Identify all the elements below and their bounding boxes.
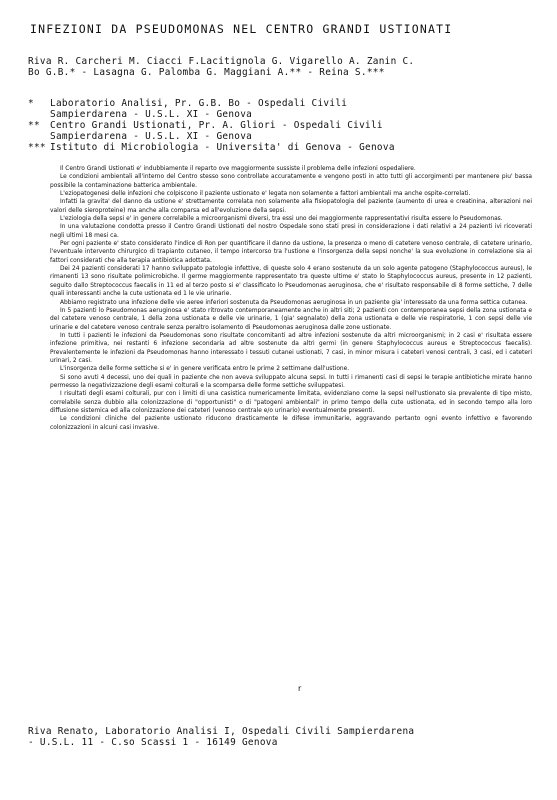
affiliation-line: Istituto di Microbiologia - Universita' di Genova - Genova: [50, 142, 395, 153]
body-paragraph: Le condizioni ambientali all'interno del Centro stesso sono controllate accuratamente e vengono posti in atto tutti gli accorgimenti per mantenere piu' bassa possibile la contaminazione batterica ambientale.: [50, 172, 532, 189]
body-paragraph: Si sono avuti 4 decessi, uno dei quali in paziente che non aveva sviluppato alcuna sepsi. In tutti i rimanenti casi di sepsi le terapie antibiotiche mirate hanno permesso la negativizzazione degli esami colturali e la scomparsa delle forme settiche sviluppatesi.: [50, 372, 532, 389]
footer-line: - U.S.L. 11 - C.so Scassi 1 - 16149 Genova: [28, 737, 278, 748]
body-paragraph: Per ogni paziente e' stato considerato l'indice di Ron per quantificare il danno da ustione, la presenza o meno di catetere venoso centrale, di catetere urinario, l'eventuale intervento chirurgico di trapianto cutaneo, il tempo intercorso tra l'ustione e l'insorgenza della sepsi nonche' la sua evoluzione in correlazione sia ai fattori considerati che alla terapia antibiotica adottata.: [50, 239, 532, 264]
body-paragraph: L'eziopatogenesi delle infezioni che colpiscono il paziente ustionato e' legata non solamente a fattori ambientali ma anche ospite-correlati.: [60, 189, 471, 198]
author-line: Bo G.B.* - Lasagna G. Palomba G. Maggiani A.** - Reina S.***: [28, 67, 385, 78]
body-paragraph: In una valutazione condotta presso il Centro Grandi Ustionati del nostro Ospedale sono stati presi in considerazione i dati relativi a 24 pazienti ivi ricoverati negli ultimi 18 mesi ca.: [50, 222, 532, 239]
body-paragraph: I risultati degli esami colturali, pur con i limiti di una casistica numericamente limitata, evidenziano come la sepsi nell'ustionato sia prevalente di tipo misto, correlabile senza dubbio alla colonizzazione di "opportunisti" o di "patogeni ambientali" in primo tempo della cute ustionata, ed in secondo tempo alla loro diffusione sistemica ed alla colonizzazione dei cateteri (venoso centrale e/o urinario) eventualmente presenti.: [50, 389, 532, 414]
affiliation-item: [28, 98, 548, 109]
abstract-body: [50, 164, 532, 431]
affiliation-item: [28, 120, 548, 131]
affiliation-line: Laboratorio Analisi, Pr. G.B. Bo - Ospedali Civili: [50, 98, 348, 109]
author-line: Riva R. Carcheri M. Ciacci F.Lacitignola G. Vigarello A. Zanin C.: [28, 56, 415, 67]
affiliation-item: [28, 131, 548, 142]
affiliation-line: Sampierdarena - U.S.L. XI - Genova: [50, 109, 253, 120]
body-paragraph: Dei 24 pazienti considerati 17 hanno sviluppato patologie infettive, di queste solo 4 erano sostenute da un solo agente patogeno (Staphylococcus aureus), le rimanenti 13 sono risultate polimicrobiche. Il germe maggiormente rappresentato tra queste ultime e' stato lo Staphylococcus aureus, presente in 12 pazienti, seguito dallo Streptococcus faecalis in 11 ed al terzo posto si e' classificato lo Pseudomonas aeruginosa, che e' risultato responsabile di 8 forme settiche, 7 delle quali interessanti anche la cute ustionata ed 1 le vie urinarie.: [50, 264, 532, 298]
author-list: [28, 56, 548, 78]
affiliation-item: [28, 109, 548, 120]
footer-line: Riva Renato, Laboratorio Analisi I, Ospedali Civili Sampierdarena: [28, 726, 415, 737]
body-paragraph: Le condizioni cliniche del paziente ustionato riducono drasticamente le difese immunitarie, aggravando pertanto ogni evento infettivo e favorendo colonizzazioni in alcuni casi invasive.: [50, 414, 532, 431]
affiliation-list: [28, 98, 548, 153]
handwritten-mark: r: [298, 684, 302, 693]
document-title: INFEZIONI DA PSEUDOMONAS NEL CENTRO GRANDI USTIONATI: [30, 22, 453, 36]
body-paragraph: L'eziologia della sepsi e' in genere correlabile a microorganismi diversi, tra essi uno dei maggiormente rappresentativi risulta essere lo Pseudomonas.: [60, 214, 503, 223]
correspondence-address: [28, 726, 548, 748]
body-paragraph: Il Centro Grandi Ustionati e' indubbiamente il reparto ove maggiormente sussiste il problema delle infezioni ospedaliere.: [60, 164, 416, 172]
affiliation-line: Sampierdarena - U.S.L. XI - Genova: [50, 131, 253, 142]
affiliation-mark: ***: [28, 142, 46, 153]
affiliation-mark: *: [28, 98, 34, 109]
body-paragraph: Abbiamo registrato una infezione delle vie aeree inferiori sostenuta da Pseudomonas aeruginosa in un paziente gia' interessato da una forma settica cutanea.: [60, 297, 528, 306]
body-paragraph: In 5 pazienti lo Pseudomonas aeruginosa e' stato ritrovato contemporaneamente anche in altri siti; 2 pazienti con contemporanea sepsi della zona ustionata e del catetere venoso centrale, 1 della zona ustionata e delle vie urinarie, 1 (gia' segnalato) della zona ustionata e delle vie respiratorie, 1 con sepsi delle vie urinarie e del catetere venoso centrale senza peraltro isolamento di Pseudomonas aeruginosa dalle zone ustionate.: [50, 305, 532, 331]
affiliation-line: Centro Grandi Ustionati, Pr. A. Gliori - Ospedali Civili: [50, 120, 383, 131]
body-paragraph: Infatti la gravita' del danno da ustione e' strettamente correlata non solamente alla fisiopatologia del paziente (aumento di urea e creatinina, alterazioni nei valori delle sieroproteine) ma anche alla comparsa ed all'evoluzione della sepsi.: [50, 197, 532, 214]
affiliation-item: [28, 142, 548, 153]
body-paragraph: In tutti i pazienti le infezioni da Pseudomonas sono risultate concomitanti ad altre infezioni sostenute da altri microorganismi; in 2 casi e' risultata essere infezione primitiva, nei restanti 6 infezione secondaria ad altre sostenute da altri germi (in genere Staphylococcus aureus e Streptococcus faecalis). Prevalentemente le infezioni da Pseudomonas hanno interessato i tessuti cutanei ustionati, 7 casi, in minor misura i cateteri venosi centrali, 3 casi, ed i cateteri urinari, 2 casi.: [50, 330, 532, 364]
affiliation-mark: **: [28, 120, 40, 131]
body-paragraph: L'insorgenza delle forme settiche si e' in genere verificata entro le prime 2 settimane dall'ustione.: [60, 364, 350, 373]
